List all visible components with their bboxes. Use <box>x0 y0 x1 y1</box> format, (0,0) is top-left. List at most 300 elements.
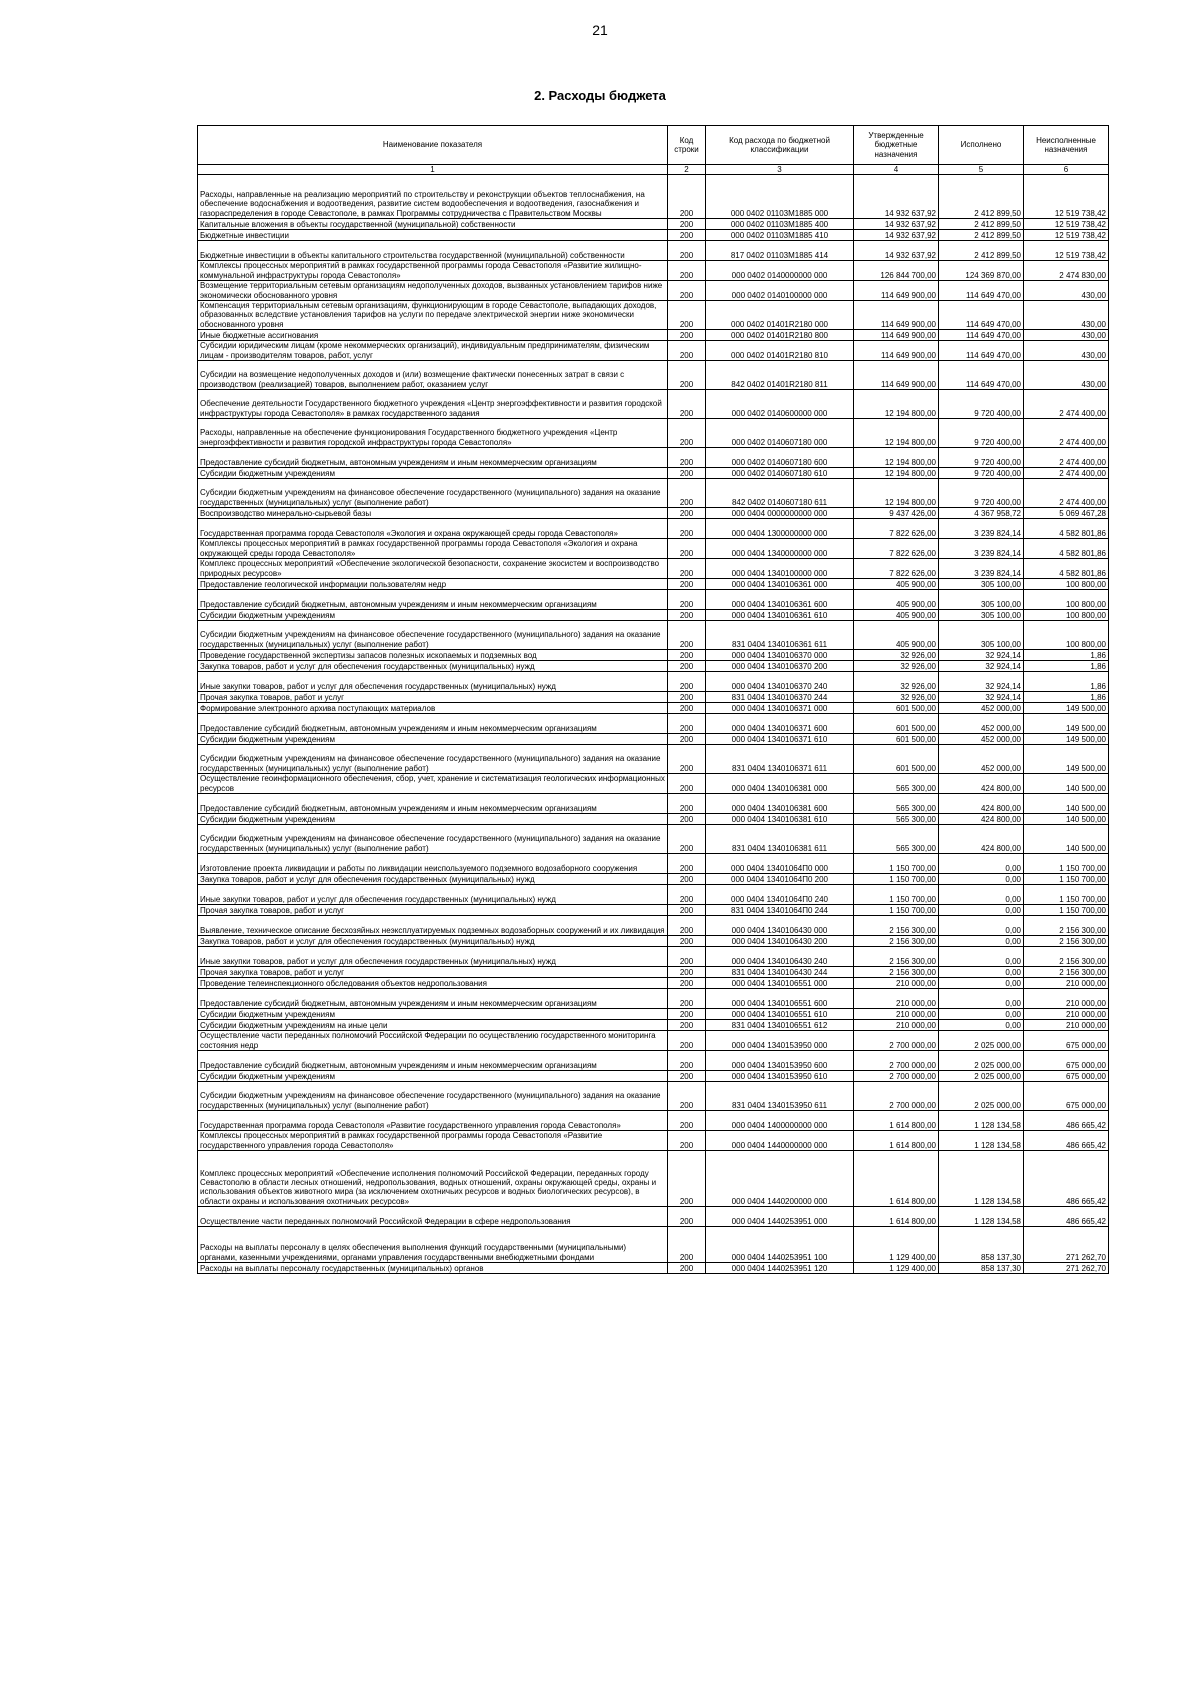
cell-executed: 32 924,14 <box>939 672 1024 692</box>
cell-unexecuted: 4 582 801,86 <box>1024 519 1109 539</box>
cell-budget-code: 000 0404 1340106361 600 <box>706 590 854 610</box>
cell-name: Формирование электронного архива поступающих материалов <box>198 703 668 714</box>
cell-unexecuted: 12 519 738,42 <box>1024 175 1109 219</box>
cell-name: Государственная программа города Севастополя «Развитие государственного управления города Севастополя» <box>198 1111 668 1131</box>
column-number: 6 <box>1024 165 1109 175</box>
table-row <box>198 1207 1109 1227</box>
cell-budget-code: 000 0404 1340153950 000 <box>706 1031 854 1051</box>
cell-unexecuted: 149 500,00 <box>1024 734 1109 745</box>
cell-name: Субсидии на возмещение недополученных доходов и (или) возмещение фактически понесенных затрат в связи с производством (реализацией) товаров, выполнением работ, оказанием услуг <box>198 361 668 390</box>
cell-budget-code: 000 0402 0140607180 600 <box>706 448 854 468</box>
cell-line-code: 200 <box>668 692 706 703</box>
cell-budget-code: 000 0404 1400000000 000 <box>706 1111 854 1131</box>
cell-unexecuted: 675 000,00 <box>1024 1071 1109 1082</box>
table-row <box>198 539 1109 559</box>
cell-approved: 1 150 700,00 <box>854 854 939 874</box>
cell-name: Субсидии бюджетным учреждениям на финансовое обеспечение государственного (муниципального) задания на оказание государственных (муниципальных) услуг (выполнение работ) <box>198 1082 668 1111</box>
cell-executed: 9 720 400,00 <box>939 479 1024 508</box>
cell-approved: 7 822 626,00 <box>854 519 939 539</box>
cell-budget-code: 831 0404 1340106381 611 <box>706 825 854 854</box>
cell-name: Капитальные вложения в объекты государственной (муниципальной) собственности <box>198 219 668 230</box>
cell-budget-code: 000 0404 1340106370 000 <box>706 650 854 661</box>
cell-name: Предоставление субсидий бюджетным, автономным учреждениям и иным некоммерческим организациям <box>198 794 668 814</box>
cell-budget-code: 000 0404 1340106371 610 <box>706 734 854 745</box>
cell-unexecuted: 210 000,00 <box>1024 978 1109 989</box>
cell-budget-code: 831 0404 1340106361 611 <box>706 621 854 650</box>
cell-approved: 12 194 800,00 <box>854 468 939 479</box>
cell-approved: 12 194 800,00 <box>854 479 939 508</box>
cell-line-code: 200 <box>668 261 706 281</box>
cell-executed: 3 239 824,14 <box>939 519 1024 539</box>
cell-name: Государственная программа города Севастополя «Экология и охрана окружающей среды города Севастополя» <box>198 519 668 539</box>
table-row <box>198 219 1109 230</box>
cell-unexecuted: 430,00 <box>1024 341 1109 361</box>
cell-line-code: 200 <box>668 885 706 905</box>
cell-name: Расходы, направленные на обеспечение функционирования Государственного бюджетного учреждения «Центр энергоэффективности и развития городской инфраструктуры города Севастополя» <box>198 419 668 448</box>
cell-budget-code: 000 0404 1340106551 000 <box>706 978 854 989</box>
cell-budget-code: 817 0402 01103M1885 414 <box>706 241 854 261</box>
cell-executed: 452 000,00 <box>939 714 1024 734</box>
cell-line-code: 200 <box>668 175 706 219</box>
table-row <box>198 1051 1109 1071</box>
cell-name: Иные закупки товаров, работ и услуг для обеспечения государственных (муниципальных) нужд <box>198 672 668 692</box>
cell-approved: 601 500,00 <box>854 703 939 714</box>
cell-unexecuted: 271 262,70 <box>1024 1263 1109 1274</box>
cell-line-code: 200 <box>668 1051 706 1071</box>
cell-budget-code: 000 0404 1340106551 610 <box>706 1009 854 1020</box>
cell-unexecuted: 2 474 400,00 <box>1024 390 1109 419</box>
cell-executed: 114 649 470,00 <box>939 330 1024 341</box>
cell-executed: 2 025 000,00 <box>939 1031 1024 1051</box>
cell-budget-code: 000 0404 1340106370 200 <box>706 661 854 672</box>
cell-budget-code: 000 0404 1340106430 000 <box>706 916 854 936</box>
cell-unexecuted: 1,86 <box>1024 672 1109 692</box>
cell-unexecuted: 486 665,42 <box>1024 1131 1109 1151</box>
cell-executed: 2 412 899,50 <box>939 230 1024 241</box>
cell-name: Субсидии бюджетным учреждениям <box>198 734 668 745</box>
column-number: 2 <box>668 165 706 175</box>
cell-line-code: 200 <box>668 854 706 874</box>
table-row <box>198 1009 1109 1020</box>
cell-budget-code: 000 0402 01103M1885 000 <box>706 175 854 219</box>
cell-budget-code: 831 0404 1340153950 611 <box>706 1082 854 1111</box>
cell-executed: 9 720 400,00 <box>939 390 1024 419</box>
cell-name: Комплексы процессных мероприятий в рамках государственной программы города Севастополя «Экология и охрана окружающей среды города Севастополя» <box>198 539 668 559</box>
table-row <box>198 301 1109 330</box>
section-title: 2. Расходы бюджета <box>534 88 666 103</box>
cell-budget-code: 000 0404 1340100000 000 <box>706 559 854 579</box>
cell-line-code: 200 <box>668 967 706 978</box>
cell-executed: 2 025 000,00 <box>939 1082 1024 1111</box>
cell-name: Предоставление субсидий бюджетным, автономным учреждениям и иным некоммерческим организациям <box>198 590 668 610</box>
cell-approved: 210 000,00 <box>854 1020 939 1031</box>
cell-approved: 210 000,00 <box>854 1009 939 1020</box>
table-row <box>198 1031 1109 1051</box>
cell-name: Бюджетные инвестиции <box>198 230 668 241</box>
cell-budget-code: 000 0402 01401R2180 810 <box>706 341 854 361</box>
cell-approved: 565 300,00 <box>854 825 939 854</box>
cell-unexecuted: 486 665,42 <box>1024 1111 1109 1131</box>
cell-executed: 2 025 000,00 <box>939 1071 1024 1082</box>
cell-approved: 126 844 700,00 <box>854 261 939 281</box>
cell-unexecuted: 5 069 467,28 <box>1024 508 1109 519</box>
cell-executed: 305 100,00 <box>939 610 1024 621</box>
cell-approved: 405 900,00 <box>854 610 939 621</box>
cell-budget-code: 000 0404 13401064П0 200 <box>706 874 854 885</box>
table-row <box>198 1131 1109 1151</box>
cell-name: Субсидии бюджетным учреждениям <box>198 814 668 825</box>
header-approved: Утвержденные бюджетные назначения <box>854 126 939 165</box>
table-row <box>198 479 1109 508</box>
cell-unexecuted: 2 156 300,00 <box>1024 916 1109 936</box>
cell-name: Субсидии бюджетным учреждениям <box>198 610 668 621</box>
cell-executed: 424 800,00 <box>939 814 1024 825</box>
table-row <box>198 175 1109 219</box>
column-number: 3 <box>706 165 854 175</box>
cell-executed: 2 412 899,50 <box>939 241 1024 261</box>
header-unexecuted: Неисполненные назначения <box>1024 126 1109 165</box>
table-row <box>198 745 1109 774</box>
cell-line-code: 200 <box>668 703 706 714</box>
table-row <box>198 989 1109 1009</box>
cell-line-code: 200 <box>668 978 706 989</box>
cell-approved: 601 500,00 <box>854 745 939 774</box>
table-row <box>198 978 1109 989</box>
cell-approved: 210 000,00 <box>854 989 939 1009</box>
cell-approved: 1 150 700,00 <box>854 905 939 916</box>
cell-approved: 32 926,00 <box>854 672 939 692</box>
cell-name: Субсидии бюджетным учреждениям на иные цели <box>198 1020 668 1031</box>
cell-budget-code: 000 0402 01401R2180 800 <box>706 330 854 341</box>
table-row <box>198 508 1109 519</box>
cell-executed: 0,00 <box>939 874 1024 885</box>
cell-unexecuted: 210 000,00 <box>1024 1009 1109 1020</box>
cell-line-code: 200 <box>668 559 706 579</box>
cell-approved: 2 700 000,00 <box>854 1051 939 1071</box>
cell-line-code: 200 <box>668 590 706 610</box>
cell-name: Предоставление субсидий бюджетным, автономным учреждениям и иным некоммерческим организациям <box>198 714 668 734</box>
cell-approved: 405 900,00 <box>854 590 939 610</box>
cell-executed: 124 369 870,00 <box>939 261 1024 281</box>
cell-approved: 14 932 637,92 <box>854 219 939 230</box>
cell-approved: 32 926,00 <box>854 692 939 703</box>
cell-approved: 1 614 800,00 <box>854 1151 939 1207</box>
table-row <box>198 650 1109 661</box>
table-row <box>198 1111 1109 1131</box>
cell-name: Воспроизводство минерально-сырьевой базы <box>198 508 668 519</box>
cell-executed: 0,00 <box>939 916 1024 936</box>
cell-name: Осуществление геоинформационного обеспечения, сбор, учет, хранение и систематизация геологических информационных ресурсов <box>198 774 668 794</box>
cell-budget-code: 000 0404 0000000000 000 <box>706 508 854 519</box>
cell-approved: 565 300,00 <box>854 794 939 814</box>
cell-executed: 858 137,30 <box>939 1227 1024 1263</box>
cell-line-code: 200 <box>668 1009 706 1020</box>
cell-name: Расходы на выплаты персоналу в целях обеспечения выполнения функций государственными (муниципальными) органами, казенными учреждениями, органами управления государственными внебюджетными фондами <box>198 1227 668 1263</box>
cell-approved: 32 926,00 <box>854 650 939 661</box>
budget-expenses-table <box>197 125 1109 1274</box>
cell-approved: 12 194 800,00 <box>854 448 939 468</box>
cell-unexecuted: 675 000,00 <box>1024 1031 1109 1051</box>
cell-name: Возмещение территориальным сетевым организациям недополученных доходов, вызванных установлением тарифов ниже экономически обоснованного уровня <box>198 281 668 301</box>
table-row <box>198 330 1109 341</box>
cell-line-code: 200 <box>668 905 706 916</box>
table-row <box>198 774 1109 794</box>
cell-budget-code: 000 0404 13401064П0 000 <box>706 854 854 874</box>
table-row <box>198 1082 1109 1111</box>
table-row <box>198 874 1109 885</box>
cell-name: Прочая закупка товаров, работ и услуг <box>198 692 668 703</box>
cell-unexecuted: 1 150 700,00 <box>1024 874 1109 885</box>
cell-name: Иные закупки товаров, работ и услуг для обеспечения государственных (муниципальных) нужд <box>198 885 668 905</box>
cell-unexecuted: 2 474 400,00 <box>1024 479 1109 508</box>
table-row <box>198 230 1109 241</box>
cell-approved: 210 000,00 <box>854 978 939 989</box>
cell-name: Субсидии бюджетным учреждениям на финансовое обеспечение государственного (муниципального) задания на оказание государственных (муниципальных) услуг (выполнение работ) <box>198 825 668 854</box>
cell-unexecuted: 430,00 <box>1024 330 1109 341</box>
cell-approved: 7 822 626,00 <box>854 559 939 579</box>
cell-line-code: 200 <box>668 468 706 479</box>
cell-unexecuted: 210 000,00 <box>1024 1020 1109 1031</box>
cell-unexecuted: 140 500,00 <box>1024 794 1109 814</box>
cell-approved: 1 150 700,00 <box>854 885 939 905</box>
cell-approved: 601 500,00 <box>854 734 939 745</box>
table-row <box>198 281 1109 301</box>
cell-approved: 114 649 900,00 <box>854 330 939 341</box>
cell-line-code: 200 <box>668 825 706 854</box>
cell-unexecuted: 430,00 <box>1024 281 1109 301</box>
cell-budget-code: 000 0402 0140600000 000 <box>706 390 854 419</box>
cell-name: Комплекс процессных мероприятий «Обеспечение экологической безопасности, сохранение экосистем и воспроизводство природных ресурсов» <box>198 559 668 579</box>
cell-budget-code: 000 0404 1340106430 200 <box>706 936 854 947</box>
cell-line-code: 200 <box>668 1151 706 1207</box>
cell-executed: 305 100,00 <box>939 621 1024 650</box>
table-row <box>198 885 1109 905</box>
cell-executed: 3 239 824,14 <box>939 559 1024 579</box>
cell-name: Предоставление геологической информации пользователям недр <box>198 579 668 590</box>
cell-name: Расходы, направленные на реализацию мероприятий по строительству и реконструкции объектов теплоснабжения, на обеспечение водоснабжения и водоотведения, развитие систем водообеспечения и водоотведения, газоснабжения и газораспределения в городе Севастополе, в рамках Программы сотрудничества с Правительством Москвы <box>198 175 668 219</box>
cell-unexecuted: 1,86 <box>1024 661 1109 672</box>
cell-executed: 0,00 <box>939 978 1024 989</box>
cell-budget-code: 000 0402 01103M1885 410 <box>706 230 854 241</box>
table-row <box>198 714 1109 734</box>
cell-executed: 114 649 470,00 <box>939 281 1024 301</box>
cell-name: Проведение телеинспекционного обследования объектов недропользования <box>198 978 668 989</box>
cell-unexecuted: 100 800,00 <box>1024 590 1109 610</box>
cell-approved: 114 649 900,00 <box>854 301 939 330</box>
cell-budget-code: 831 0404 1340106430 244 <box>706 967 854 978</box>
cell-unexecuted: 1,86 <box>1024 650 1109 661</box>
cell-approved: 114 649 900,00 <box>854 281 939 301</box>
cell-unexecuted: 1 150 700,00 <box>1024 905 1109 916</box>
cell-approved: 1 614 800,00 <box>854 1111 939 1131</box>
cell-line-code: 200 <box>668 874 706 885</box>
cell-budget-code: 831 0404 13401064П0 244 <box>706 905 854 916</box>
table-row <box>198 361 1109 390</box>
cell-unexecuted: 12 519 738,42 <box>1024 219 1109 230</box>
cell-name: Проведение государственной экспертизы запасов полезных ископаемых и подземных вод <box>198 650 668 661</box>
cell-unexecuted: 2 474 400,00 <box>1024 419 1109 448</box>
cell-line-code: 200 <box>668 774 706 794</box>
cell-unexecuted: 140 500,00 <box>1024 814 1109 825</box>
cell-executed: 2 412 899,50 <box>939 219 1024 230</box>
column-number: 5 <box>939 165 1024 175</box>
cell-budget-code: 000 0404 1340106371 000 <box>706 703 854 714</box>
cell-approved: 1 614 800,00 <box>854 1131 939 1151</box>
cell-budget-code: 000 0402 01401R2180 000 <box>706 301 854 330</box>
cell-unexecuted: 12 519 738,42 <box>1024 241 1109 261</box>
cell-executed: 0,00 <box>939 947 1024 967</box>
cell-unexecuted: 1 150 700,00 <box>1024 854 1109 874</box>
table-row <box>198 390 1109 419</box>
table-row <box>198 448 1109 468</box>
cell-unexecuted: 149 500,00 <box>1024 745 1109 774</box>
table-row <box>198 814 1109 825</box>
cell-executed: 4 367 958,72 <box>939 508 1024 519</box>
cell-line-code: 200 <box>668 1020 706 1031</box>
cell-budget-code: 000 0404 1440253951 120 <box>706 1263 854 1274</box>
cell-approved: 114 649 900,00 <box>854 361 939 390</box>
table-row <box>198 672 1109 692</box>
cell-executed: 32 924,14 <box>939 692 1024 703</box>
cell-executed: 0,00 <box>939 967 1024 978</box>
cell-line-code: 200 <box>668 1111 706 1131</box>
cell-name: Выявление, техническое описание бесхозяйных неэксплуатируемых подземных водозаборных сооружений и их ликвидация <box>198 916 668 936</box>
cell-approved: 32 926,00 <box>854 661 939 672</box>
column-number-row <box>198 165 1109 175</box>
table-row <box>198 1020 1109 1031</box>
table-row <box>198 1227 1109 1263</box>
cell-budget-code: 831 0404 1340106371 611 <box>706 745 854 774</box>
cell-approved: 1 129 400,00 <box>854 1263 939 1274</box>
cell-name: Комплексы процессных мероприятий в рамках государственной программы города Севастополя «Развитие государственного управления города Севастополя» <box>198 1131 668 1151</box>
cell-unexecuted: 12 519 738,42 <box>1024 230 1109 241</box>
cell-executed: 9 720 400,00 <box>939 448 1024 468</box>
column-number: 4 <box>854 165 939 175</box>
cell-approved: 12 194 800,00 <box>854 419 939 448</box>
cell-line-code: 200 <box>668 341 706 361</box>
cell-budget-code: 000 0404 1340106371 600 <box>706 714 854 734</box>
cell-unexecuted: 100 800,00 <box>1024 621 1109 650</box>
table-row <box>198 794 1109 814</box>
cell-approved: 114 649 900,00 <box>854 341 939 361</box>
table-row <box>198 610 1109 621</box>
cell-approved: 565 300,00 <box>854 774 939 794</box>
cell-budget-code: 000 0404 1440200000 000 <box>706 1151 854 1207</box>
cell-line-code: 200 <box>668 989 706 1009</box>
cell-executed: 1 128 134,58 <box>939 1131 1024 1151</box>
table-row <box>198 967 1109 978</box>
header-budget-code: Код расхода по бюджетной классификации <box>706 126 854 165</box>
table-row <box>198 854 1109 874</box>
cell-budget-code: 000 0404 1440253951 100 <box>706 1227 854 1263</box>
cell-line-code: 200 <box>668 650 706 661</box>
cell-name: Субсидии бюджетным учреждениям на финансовое обеспечение государственного (муниципального) задания на оказание государственных (муниципальных) услуг (выполнение работ) <box>198 479 668 508</box>
cell-unexecuted: 140 500,00 <box>1024 774 1109 794</box>
cell-approved: 2 156 300,00 <box>854 947 939 967</box>
cell-executed: 424 800,00 <box>939 774 1024 794</box>
cell-line-code: 200 <box>668 390 706 419</box>
cell-unexecuted: 140 500,00 <box>1024 825 1109 854</box>
cell-approved: 2 156 300,00 <box>854 967 939 978</box>
cell-approved: 1 150 700,00 <box>854 874 939 885</box>
cell-budget-code: 000 0404 1340106381 600 <box>706 794 854 814</box>
table-body <box>198 175 1109 1274</box>
cell-line-code: 200 <box>668 936 706 947</box>
cell-unexecuted: 2 156 300,00 <box>1024 967 1109 978</box>
cell-name: Предоставление субсидий бюджетным, автономным учреждениям и иным некоммерческим организациям <box>198 989 668 1009</box>
cell-line-code: 200 <box>668 479 706 508</box>
cell-executed: 2 412 899,50 <box>939 175 1024 219</box>
cell-budget-code: 000 0404 1340106361 000 <box>706 579 854 590</box>
cell-unexecuted: 4 582 801,86 <box>1024 539 1109 559</box>
cell-executed: 32 924,14 <box>939 650 1024 661</box>
cell-line-code: 200 <box>668 621 706 650</box>
cell-budget-code: 000 0404 1340106430 240 <box>706 947 854 967</box>
cell-unexecuted: 149 500,00 <box>1024 703 1109 714</box>
cell-unexecuted: 1,86 <box>1024 692 1109 703</box>
cell-approved: 2 156 300,00 <box>854 936 939 947</box>
cell-name: Комплексы процессных мероприятий в рамках государственной программы города Севастополя «Развитие жилищно-коммунальной инфраструктуры города Севастополя» <box>198 261 668 281</box>
cell-unexecuted: 2 156 300,00 <box>1024 947 1109 967</box>
cell-approved: 9 437 426,00 <box>854 508 939 519</box>
cell-unexecuted: 149 500,00 <box>1024 714 1109 734</box>
cell-approved: 14 932 637,92 <box>854 175 939 219</box>
cell-unexecuted: 675 000,00 <box>1024 1082 1109 1111</box>
cell-executed: 1 128 134,58 <box>939 1111 1024 1131</box>
cell-approved: 12 194 800,00 <box>854 390 939 419</box>
cell-executed: 9 720 400,00 <box>939 468 1024 479</box>
table-row <box>198 916 1109 936</box>
cell-approved: 2 156 300,00 <box>854 916 939 936</box>
cell-budget-code: 000 0404 1340106381 000 <box>706 774 854 794</box>
cell-budget-code: 000 0404 1340153950 610 <box>706 1071 854 1082</box>
cell-line-code: 200 <box>668 610 706 621</box>
cell-line-code: 200 <box>668 1227 706 1263</box>
cell-budget-code: 000 0404 1340106361 610 <box>706 610 854 621</box>
cell-executed: 305 100,00 <box>939 590 1024 610</box>
cell-executed: 3 239 824,14 <box>939 539 1024 559</box>
cell-line-code: 200 <box>668 672 706 692</box>
cell-name: Осуществление части переданных полномочий Российской Федерации в сфере недропользования <box>198 1207 668 1227</box>
cell-line-code: 200 <box>668 448 706 468</box>
table-row <box>198 621 1109 650</box>
cell-name: Субсидии бюджетным учреждениям <box>198 468 668 479</box>
cell-approved: 7 822 626,00 <box>854 539 939 559</box>
table-row <box>198 468 1109 479</box>
table-header <box>198 126 1109 175</box>
cell-name: Закупка товаров, работ и услуг для обеспечения государственных (муниципальных) нужд <box>198 936 668 947</box>
cell-name: Предоставление субсидий бюджетным, автономным учреждениям и иным некоммерческим организациям <box>198 1051 668 1071</box>
cell-name: Субсидии юридическим лицам (кроме некоммерческих организаций), индивидуальным предпринимателям, физическим лицам - производителям товаров, работ, услуг <box>198 341 668 361</box>
cell-unexecuted: 2 474 400,00 <box>1024 468 1109 479</box>
cell-approved: 601 500,00 <box>854 714 939 734</box>
cell-unexecuted: 486 665,42 <box>1024 1207 1109 1227</box>
table-row <box>198 559 1109 579</box>
cell-line-code: 200 <box>668 1263 706 1274</box>
cell-line-code: 200 <box>668 916 706 936</box>
cell-name: Прочая закупка товаров, работ и услуг <box>198 905 668 916</box>
cell-approved: 2 700 000,00 <box>854 1031 939 1051</box>
table-row <box>198 825 1109 854</box>
cell-name: Закупка товаров, работ и услуг для обеспечения государственных (муниципальных) нужд <box>198 874 668 885</box>
cell-budget-code: 000 0402 0140607180 610 <box>706 468 854 479</box>
table-row <box>198 936 1109 947</box>
cell-name: Компенсация территориальным сетевым организациям, функционирующим в городе Севастополе, выпадающих доходов, образованных вследствие установления тарифов на услуги по передаче электрической энергии ниже экономически обоснованного уровня <box>198 301 668 330</box>
cell-line-code: 200 <box>668 661 706 672</box>
cell-name: Субсидии бюджетным учреждениям <box>198 1071 668 1082</box>
cell-unexecuted: 2 474 830,00 <box>1024 261 1109 281</box>
cell-budget-code: 000 0402 01103M1885 400 <box>706 219 854 230</box>
